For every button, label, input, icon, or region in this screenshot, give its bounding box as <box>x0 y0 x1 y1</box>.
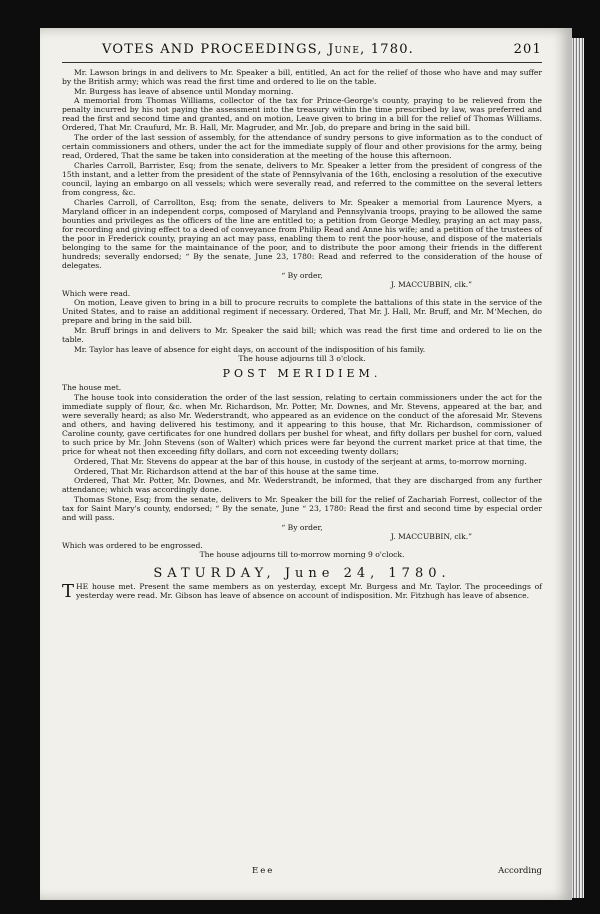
paragraph: Charles Carroll, Barrister, Esq; from the senate, delivers to Mr. Speaker a letter from the president of congress of the 15th instant, and a letter from the president of the state of Pennsylvania of the 16th, enclosing a resolution of the executive council, laying an embargo on all vessels; which were severally read, and referred to the committee on the several letters from congress, &c. <box>62 160 542 197</box>
paragraph: Which was ordered to be engrossed. <box>62 540 203 550</box>
drop-cap: T <box>62 581 75 603</box>
page-number: 201 <box>513 42 542 57</box>
adjournment-line: The house adjourns till to-morrow morning 9 o'clock. <box>199 550 405 560</box>
paragraph: Mr. Burgess has leave of absence until Monday morning. <box>74 86 294 96</box>
paragraph: Mr. Taylor has leave of absence for eight days, on account of the indisposition of his family. <box>74 344 426 354</box>
paragraph: The house took into consideration the order of the last session, relating to certain commissioners under the act for the immediate supply of flour, &c. when Mr. Richardson, Mr. Potter, Mr. Downes, and Mr. Stevens, appeared at the bar, and were severally heard; as also Mr. Wederstrandt, who appeared as an evidence on the conduct of the aforesaid Mr. Stevens and others, and having delivered his testimony, and it appearing to this house, that Mr. Richardson, commissioner of Caroline county, gave certificates for one hundred dollars per bushel for wheat, and fifty dollars per bushel for corn, valued to such price by Mr. John Stevens (son of Walter) which prices were far beyond the current market price at that time, the price for wheat not then exceeding fifty dollars, and corn not exceeding twenty dollars; <box>62 392 542 457</box>
page-footer <box>62 866 542 878</box>
paragraph: On motion, Leave given to bring in a bill to procure recruits to complete the battalions of this state in the service of the United States, and to raise an additional regiment if necessary. Ordered, That Mr. J. Hall, Mr. Bruff, and Mr. M‘Mechen, do prepare and bring in the said bill. <box>62 298 542 326</box>
paragraph: Which were read. <box>62 288 131 298</box>
signature-text: J. MACCUBBIN, clk.” <box>390 279 472 289</box>
running-header <box>62 40 542 63</box>
clerk-signature <box>62 280 542 289</box>
section-heading-saturday: SATURDAY, June 24, 1780. <box>153 566 451 582</box>
paragraph: Ordered, That Mr. Potter, Mr. Downes, and Mr. Wederstrandt, be informed, that they are discharged from any further attendance; which was accordingly done. <box>62 476 542 495</box>
signature-text: J. MACCUBBIN, clk.” <box>390 531 472 541</box>
paragraph: Mr. Bruff brings in and delivers to Mr. Speaker the said bill; which was read the first time and ordered to lie on the table. <box>62 325 542 345</box>
by-order-line: “ By order, <box>281 522 323 532</box>
saturday-paragraph <box>62 581 542 603</box>
signature-mark: Eee <box>252 866 275 876</box>
adjournment-line: The house adjourns till 3 o'clock. <box>238 354 366 364</box>
paragraph: The order of the last session of assembly, for the attendance of sundry persons to give information as to the conduct of certain commissioners and others, under the act for the immediate supply of flour and other provisions for the army, being read, Ordered, That the same be taken into consideration at the meeting of the house this afternoon. <box>62 133 542 161</box>
paragraph: The house met. <box>62 383 122 393</box>
document-body <box>62 68 542 601</box>
paragraph: Ordered, That Mr. Richardson attend at the bar of this house at the same time. <box>74 466 379 476</box>
section-heading-post-meridiem: POST MERIDIEM. <box>222 367 382 381</box>
paragraph: Mr. Lawson brings in and delivers to Mr. Speaker a bill, entitled, An act for the relief of those who have and may suffer by the British army; which was read the first time and ordered to lie on the table. <box>62 68 542 87</box>
header-title: VOTES AND PROCEEDINGS, June, 1780. <box>102 42 415 57</box>
catchword: According <box>498 866 542 876</box>
saturday-text: HE house met. Present the same members as on yesterday, except Mr. Burgess and Mr. Taylor. The proceedings of yesterday were read. Mr. Gibson has leave of absence on account of indisposition. Mr. Fitzhugh has leave of absence. <box>76 582 542 601</box>
by-order-line: “ By order, <box>281 270 323 280</box>
paragraph: Thomas Stone, Esq; from the senate, delivers to Mr. Speaker the bill for the relief of Zachariah Forrest, collector of the tax for Saint Mary's county, endorsed; “ By the senate, June “ 23, 1780: Read the first and second time by especial order and will pass. <box>62 494 542 522</box>
paragraph: Ordered, That Mr. Stevens do appear at the bar of this house, in custody of the serjeant at arms, to-morrow morning. <box>74 456 527 466</box>
paragraph: Charles Carroll, of Carrollton, Esq; from the senate, delivers to Mr. Speaker a memorial from Laurence Myers, a Maryland officer in an independent corps, composed of Maryland and Pennsylvania troops, praying to be allowed the same bounties and privileges as the officers of the line are entitled to; a petition from George Medley, praying an act may pass, for recording and giving effect to a deed of conveyance from Philip Read and Anne his wife; and a petition of the trustees of the poor in Frederick county, praying an act may pass, enabling them to rent the poor-house, and dispose of the materials belonging to the same for the maintainance of the poor, and to distribute the poor among their friends in the different hundreds; severally endorsed; “ By the senate, June 23, 1780: Read and referred to the consideration of the house of delegates. <box>62 197 542 270</box>
paragraph: A memorial from Thomas Williams, collector of the tax for Prince-George's county, praying to be relieved from the penalty incurred by his not paying the assessment into the treasury within the time prescribed by law, was preferred and read the first and second time and granted, and on motion, Leave given to bring in a bill for the relief of Thomas Williams. Ordered, That Mr. Craufurd, Mr. B. Hall, Mr. Magruder, and Mr. Job, do prepare and bring in the said bill. <box>62 96 542 133</box>
clerk-signature <box>62 532 542 541</box>
page-edge <box>572 38 584 898</box>
